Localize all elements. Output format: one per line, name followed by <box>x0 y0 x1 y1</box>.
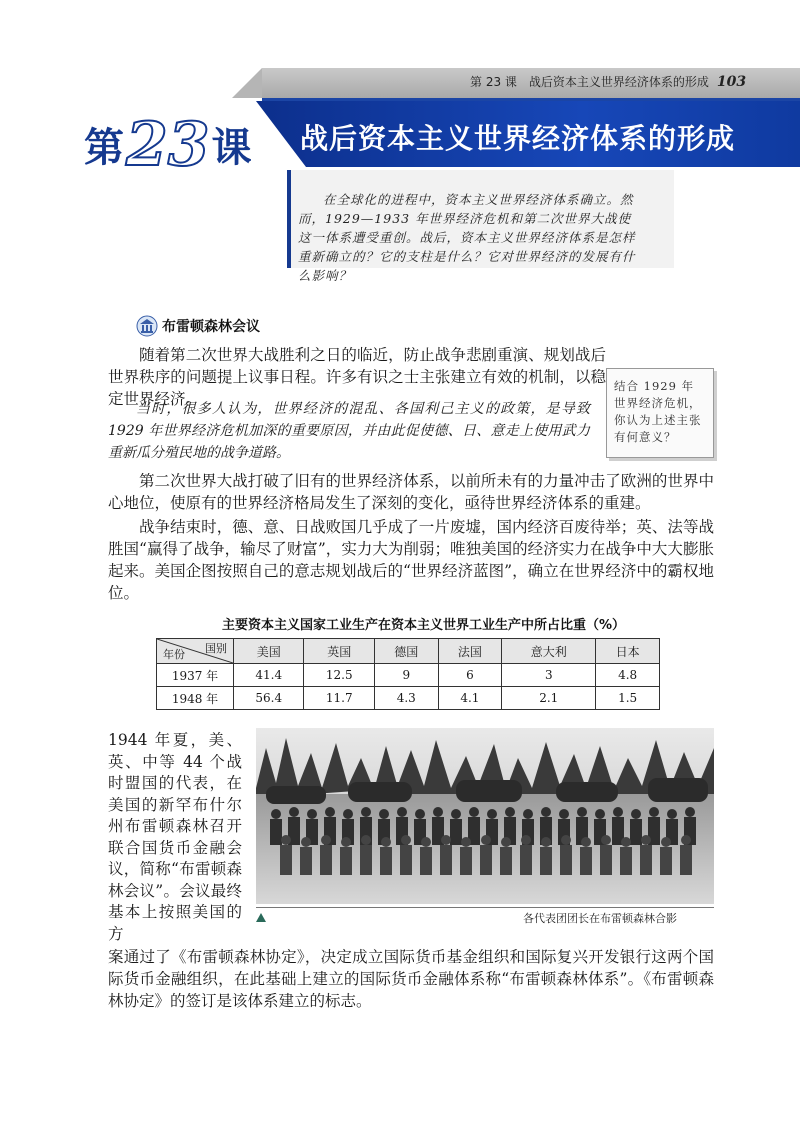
header-rule <box>262 98 800 101</box>
table-cell: 1.5 <box>596 687 660 710</box>
section-title: 布雷顿森林会议 <box>162 319 260 335</box>
table-cell: 56.4 <box>234 687 304 710</box>
table-cell: 9 <box>374 664 438 687</box>
intro-text: 在全球化的进程中，资本主义世界经济体系确立。然而，1929—1933 年世界经济危机和第二次世界大战使这一体系遭受重创。战后，资本主义世界经济体系是怎样重新确立的？它的支柱是什么？它对世界经济的发展有什么影响？ <box>298 192 636 283</box>
table-cell: 4.8 <box>596 664 660 687</box>
row-year: 1937 年 <box>157 664 234 687</box>
lesson-number: 23 <box>126 110 210 180</box>
paragraph-5: 案通过了《布雷顿森林协定》，决定成立国际货币基金组织和国际复兴开发银行这两个国际货币金融组织，在此基础上建立的国际货币金融体系称“布雷顿森林体系”。《布雷顿森林协定》的签订是该体系建立的标志。 <box>108 948 714 1010</box>
caption-rule <box>256 907 714 908</box>
row-year: 1948 年 <box>157 687 234 710</box>
paragraph-1: 随着第二次世界大战胜利之日的临近，防止战争悲剧重演、规划战后世界秩序的问题提上议事日程。许多有识之士主张建立有效的机制，以稳定世界经济。 <box>108 346 606 408</box>
table-row <box>157 687 660 710</box>
column-header: 日本 <box>596 639 660 664</box>
paragraph-4: 战争结束时，德、意、日战败国几乎成了一片废墟，国内经济百废待举；英、法等战胜国“赢得了战争，输尽了财富”，实力大为削弱；唯独美国的经济实力在战争中大大膨胀起来。美国企图按照自己的意志规划战后的“世界经济蓝图”，确立在世界经济中的霸权地位。 <box>108 518 714 602</box>
table-cell: 4.3 <box>374 687 438 710</box>
side-paragraph: 1944 年夏，美、英、中等 44 个战时盟国的代表，在美国的新罕布什尔州布雷顿森林召开联合国货币金融会议，简称“布雷顿森林会议”。会议最终基本上按照美国的方 <box>108 731 242 943</box>
paragraph-2: 当时，很多人认为，世界经济的混乱、各国利己主义的政策，是导致 1929 年世界经济危机加深的重要原因，并由此促使德、日、意走上使用武力重新瓜分殖民地的战争道路。 <box>108 401 590 461</box>
header-decoration <box>232 68 262 98</box>
table-cell: 41.4 <box>234 664 304 687</box>
side-note-text: 结合 1929 年世界经济危机，你认为上述主张有何意义？ <box>614 379 702 444</box>
group-photo <box>256 728 714 904</box>
lesson-title: 战后资本主义世界经济体系的形成 <box>300 122 736 155</box>
table-cell: 6 <box>438 664 502 687</box>
column-header: 意大利 <box>502 639 596 664</box>
table-title: 主要资本主义国家工业生产在资本主义世界工业生产中所占比重（%） <box>222 618 626 633</box>
column-header: 德国 <box>374 639 438 664</box>
column-header: 英国 <box>304 639 374 664</box>
paragraph-3: 第二次世界大战打破了旧有的世界经济体系，以前所未有的力量冲击了欧洲的世界中心地位，使原有的世界经济格局发生了深刻的变化，亟待世界经济体系的重建。 <box>108 472 714 512</box>
page-number: 103 <box>716 74 747 90</box>
column-header: 美国 <box>234 639 304 664</box>
industry-share-table <box>156 638 660 710</box>
table-cell: 2.1 <box>502 687 596 710</box>
table-cell: 12.5 <box>304 664 374 687</box>
photo-caption: 各代表团团长在布雷顿森林合影 <box>523 912 677 925</box>
table-cell: 3 <box>502 664 596 687</box>
temple-icon <box>136 315 158 337</box>
table-cell: 11.7 <box>304 687 374 710</box>
lesson-suffix: 课 <box>211 124 252 171</box>
caption-triangle-icon <box>256 912 266 922</box>
lesson-number-label <box>84 110 252 180</box>
table-corner-cell <box>157 639 234 664</box>
table-header-row <box>157 639 660 664</box>
lesson-prefix: 第 <box>84 124 124 171</box>
running-header <box>470 73 746 90</box>
corner-bottom-label: 年份 <box>163 648 185 661</box>
column-header: 法国 <box>438 639 502 664</box>
table-cell: 4.1 <box>438 687 502 710</box>
running-title: 第 23 课 战后资本主义世界经济体系的形成 <box>470 75 709 89</box>
corner-top-label: 国别 <box>205 642 227 655</box>
table-row <box>157 664 660 687</box>
